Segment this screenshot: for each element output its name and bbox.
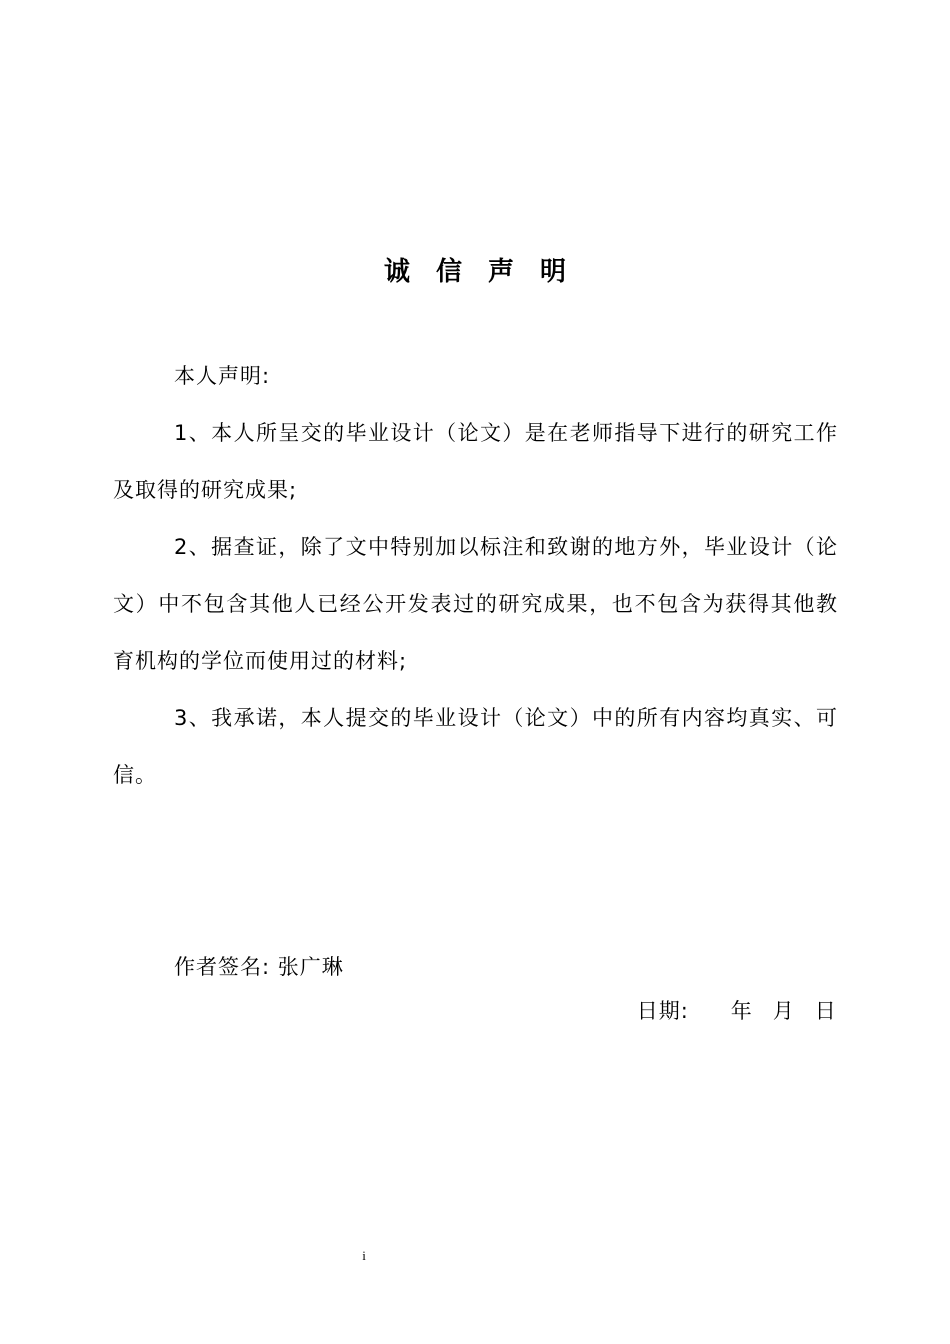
page-number: i (362, 1248, 366, 1263)
paragraph-2: 2、据查证，除了文中特别加以标注和致谢的地方外，毕业设计（论文）中不包含其他人已经公开发表过的研究成果，也不包含为获得其他教育机构的学位而使用过的材料; (113, 535, 838, 673)
author-signature (174, 945, 344, 989)
paragraph-3: 3、我承诺，本人提交的毕业设计（论文）中的所有内容均真实、可信。 (113, 706, 838, 787)
signature-name: 张广琳 (277, 955, 344, 979)
date-day-unit: 日 (814, 999, 837, 1023)
intro-statement: 本人声明: (174, 364, 271, 388)
signature-label: 作者签名: (174, 955, 271, 979)
paragraph-1: 1、本人所呈交的毕业设计（论文）是在老师指导下进行的研究工作及取得的研究成果; (113, 421, 838, 502)
date-year-unit: 年 (730, 999, 753, 1023)
date-field (606, 945, 837, 1077)
date-label: 日期: (636, 999, 689, 1023)
page-title: 诚信声明 (383, 257, 592, 287)
date-month-unit: 月 (772, 999, 795, 1023)
